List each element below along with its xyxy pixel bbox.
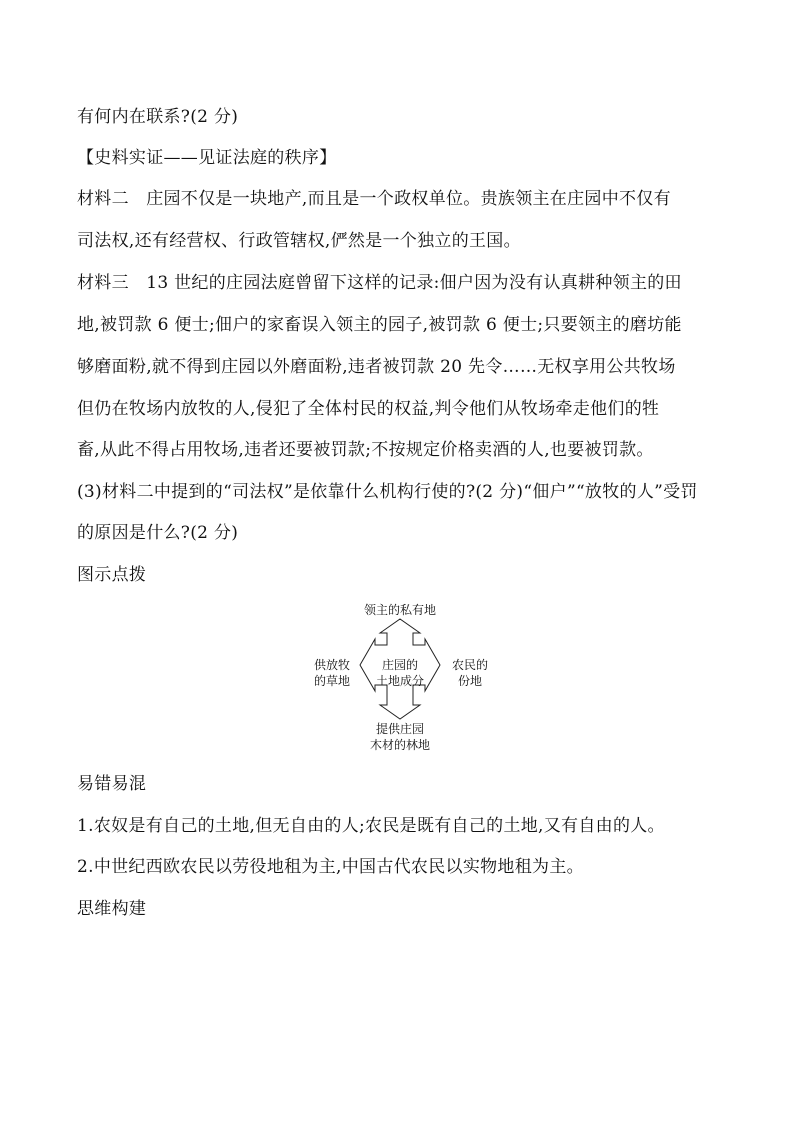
manor-land-diagram xyxy=(300,597,500,757)
mistake-point-1: 1.农奴是有自己的土地,但无自由的人;农民是既有自己的土地,又有自由的人。 xyxy=(77,816,665,836)
diagram-left-label-1: 供放牧 xyxy=(313,658,350,672)
material-three-line-1: 材料三 13 世纪的庄园法庭曾留下这样的记录:佃户因为没有认真耕种领主的田 xyxy=(77,273,682,293)
diagram-right-label-1: 农民的 xyxy=(451,658,488,672)
diagram-bottom-label-2: 木材的林地 xyxy=(369,738,430,752)
diagram-center-label-2: 土地成分 xyxy=(375,674,424,688)
section-heading: 【史料实证——见证法庭的秩序】 xyxy=(77,148,337,168)
diagram-bottom-label-1: 提供庄园 xyxy=(375,722,424,736)
diagram-section-title: 图示点拨 xyxy=(77,565,147,585)
material-three-line-5: 畜,从此不得占用牧场,违者还要被罚款;不按规定价格卖酒的人,也要被罚款。 xyxy=(77,440,654,460)
question-continuation: 有何内在联系?(2 分) xyxy=(77,107,239,127)
material-two-line-2: 司法权,还有经营权、行政管辖权,俨然是一个独立的王国。 xyxy=(77,231,521,251)
material-three-line-4: 但仍在牧场内放牧的人,侵犯了全体村民的权益,判令他们从牧场牵走他们的牲 xyxy=(77,399,660,419)
mistake-point-2: 2.中世纪西欧农民以劳役地租为主,中国古代农民以实物地租为主。 xyxy=(77,857,584,877)
diagram-center-label-1: 庄园的 xyxy=(381,658,418,672)
material-three-line-2: 地,被罚款 6 便士;佃户的家畜误入领主的园子,被罚款 6 便士;只要领主的磨坊能 xyxy=(77,315,682,335)
common-mistakes-title: 易错易混 xyxy=(77,774,147,794)
diagram-left-label-2: 的草地 xyxy=(313,674,350,688)
diagram-top-label: 领主的私有地 xyxy=(363,603,436,617)
question-3-line-2: 的原因是什么?(2 分) xyxy=(77,523,239,543)
material-three-line-3: 够磨面粉,就不得到庄园以外磨面粉,违者被罚款 20 先令……无权享用公共牧场 xyxy=(77,357,676,377)
question-3-line-1: (3)材料二中提到的“司法权”是依靠什么机构行使的?(2 分)“佃户”“放牧的人”受罚 xyxy=(77,482,698,502)
diagram-right-label-2: 份地 xyxy=(457,674,482,688)
material-two-line-1: 材料二 庄园不仅是一块地产,而且是一个政权单位。贵族领主在庄园中不仅有 xyxy=(77,189,671,209)
thinking-construction-title: 思维构建 xyxy=(77,899,147,919)
